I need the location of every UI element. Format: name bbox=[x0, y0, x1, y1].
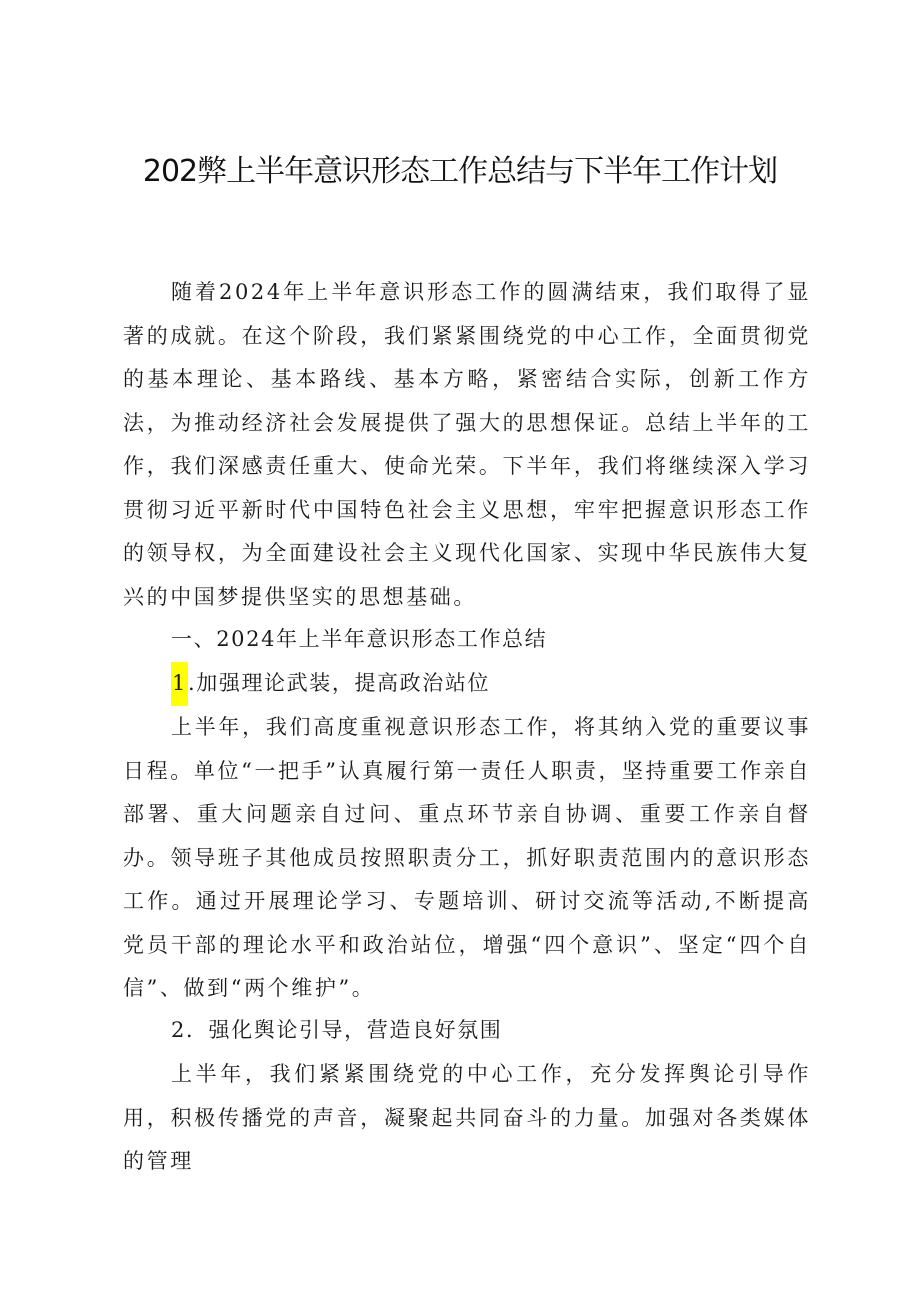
section1-heading: 一、2024年上半年意识形态工作总结 bbox=[171, 627, 548, 651]
item1-title: .加强理论武装，提高政治站位 bbox=[187, 671, 491, 695]
item1-heading bbox=[171, 662, 490, 706]
item1-paragraph: 上半年，我们高度重视意识形态工作，将其纳入党的重要议事日程。单位“一把手”认真履行第一责任人职责，坚持重要工作亲自部署、重大问题亲自过问、重点环节亲自协调、重要工作亲自督办。领导班子其他成员按照职责分工，抓好职责范围内的意识形态工作。通过开展理论学习、专题培训、研讨交流等活动,不断提高党员干部的理论水平和政治站位，增强“四个意识”、坚定“四个自信”、做到“两个维护”。 bbox=[123, 715, 811, 1000]
highlighted-number: 1 bbox=[171, 662, 188, 706]
intro-paragraph: 随着2024年上半年意识形态工作的圆满结束，我们取得了显著的成就。在这个阶段，我们紧紧围绕党的中心工作，全面贯彻党的基本理论、基本路线、基本方略，紧密结合实际，创新工作方法，为推动经济社会发展提供了强大的思想保证。总结上半年的工作，我们深感责任重大、使命光荣。下半年，我们将继续深入学习贯彻习近平新时代中国特色社会主义思想，牢牢把握意识形态工作的领导权，为全面建设社会主义现代化国家、实现中华民族伟大复兴的中国梦提供坚实的思想基础。 bbox=[123, 280, 811, 609]
item2-paragraph: 上半年，我们紧紧围绕党的中心工作，充分发挥舆论引导作用，积极传播党的声音，凝聚起共同奋斗的力量。加强对各类媒体的管理 bbox=[123, 1062, 811, 1173]
item2-heading: 2．强化舆论引导，营造良好氛围 bbox=[171, 1018, 503, 1042]
document-title: 202弊上半年意识形态工作总结与下半年工作计划 bbox=[142, 154, 778, 189]
